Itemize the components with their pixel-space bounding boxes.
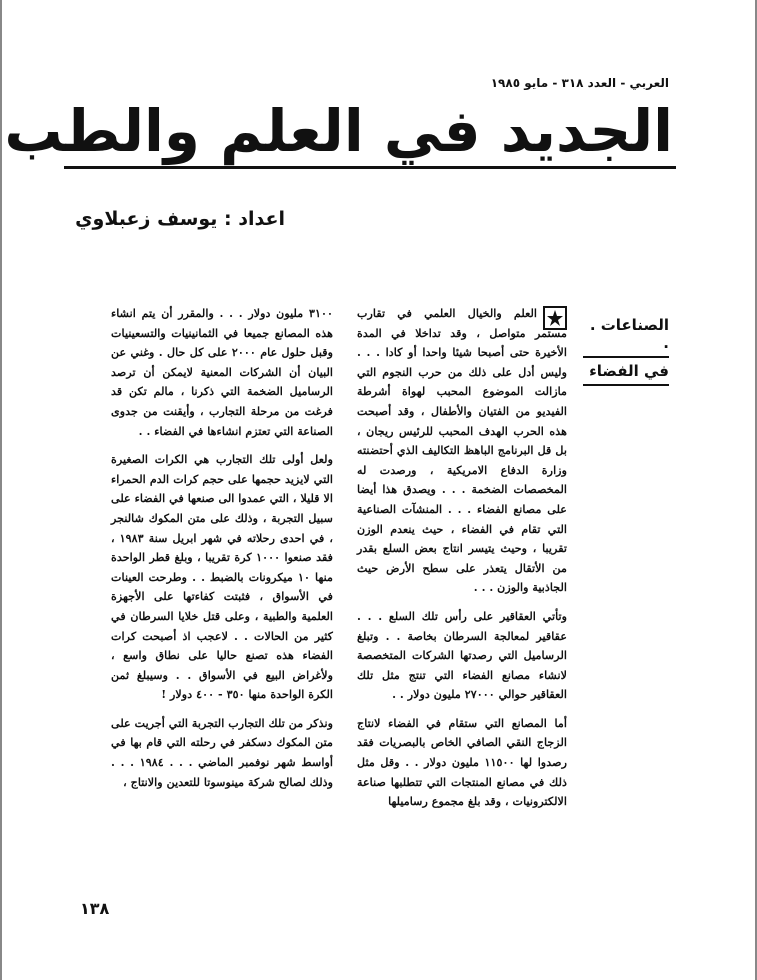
paragraph: ٣١٠٠ مليون دولار . . . والمقرر أن يتم انشاء هذه المصانع جميعا في الثمانينيات والتسعينيات وقبل حلول عام ٢٠٠٠ على كل حال . وغني عن البيان أن الشركات المعنية لايمكن أن ترصد الرساميل الضخمة التي ذكرنا ، مالم تكن قد فرغت من مرحلة التجارب ، وأيقنت من جدوى الصناعة التي تعتزم انشاءها في الفضاء . . [111, 306, 333, 438]
paragraph: ونذكر من تلك التجارب التجربة التي أجريت على متن المكوك دسكفر في رحلته التي قام بها في أواسط شهر نوفمبر الماضي . . . ١٩٨٤ . . . وذلك لصالح شركة مينوسوتا للتعدين والانتاج ، [111, 715, 333, 789]
section-heading [583, 316, 669, 386]
byline: اعداد : يوسف زعبلاوي [75, 208, 285, 230]
scan-edge-left [0, 0, 2, 980]
paragraph: ولعل أولى تلك التجارب هي الكرات الصغيرة التي لايزيد حجمها على حجم كرات الدم الحمراء الا قليلا ، التي عمدوا الى صنعها في الفضاء على سبيل التجربة ، وذلك على متن المكوك شالنجر ، في احدى رحلاته في شهر ابريل سنة ١٩٨٣ ، فقد صنعوا ١٠٠٠ كرة تقريبا ، وبلغ قطر الواحدة منها ١٠ ميكرونات بالضبط . . وطرحت العينات في الأسواق ، فثبتت كفاءتها على الأجهزة العلمية والطبية ، وعلى قتل خلايا السرطان في كثير من الحالات . . لاعجب اذ أصبحت كرات الفضاء هذه تصنع حاليا على نطاق واسع ، ولأغراض البيع في الأسواق . . وسيبلغ ثمن الكرة الواحدة منها ٣٥٠ - ٤٠٠ دولار ! [111, 452, 333, 702]
article-column-left [111, 304, 333, 801]
page-number: ١٣٨ [80, 899, 110, 918]
title-divider [64, 166, 676, 169]
paragraph: أما المصانع التي ستقام في الفضاء لانتاج الزجاج النقي الصافي الخاص بالبصريات فقد رصدوا لها ١١٥٠٠ مليون دولار . . وقل مثل ذلك في مصانع المنتجات التي تتطلبها صناعة الالكترونيات ، وقد بلغ مجموع رساميلها [357, 715, 567, 809]
running-head: العربي - العدد ٣١٨ - مايو ١٩٨٥ [490, 76, 669, 90]
article-column-right [357, 304, 567, 821]
section-heading-line-2: في الفضاء [583, 358, 669, 386]
paragraph: العلم والخيال العلمي في تقارب مستمر متواصل ، وقد تداخلا في المدة الأخيرة حتى أصبحا شيئا واحدا أو كادا . . . وليس أدل على ذلك من حرب النجوم التي مازالت الموضوع المحبب لهواة أشرطة الفيديو من الفتيان والأطفال ، وقد أصبحت هذه الحرب الهدف المحبب للرئيس ريجان ، بل قل البرنامج الباهظ التكاليف الذي أحتضنته وزارة الدفاع الامريكية ، ورصدت له المخصصات الضخمة . . . ويصدق هذا أيضا على مصانع الفضاء . . . المنشآت الصناعية التي تقام في الفضاء ، حيث ينعدم الوزن تقريبا ، وحيث يتيسر انتاج بعض السلع بقدر من الأتقال يتعذر على سطح الأرض حيث الجاذبية والوزن . . . [357, 306, 567, 595]
page-title: الجديد في العلم والطب [4, 97, 673, 165]
paragraph: وتأتي العقاقير على رأس تلك السلع . . . عقاقير لمعالجة السرطان بخاصة . . وتبلغ الرساميل التي رصدتها الشركات المتخصصة لانشاء مصانع الفضاء التي تنتج مثل تلك العقاقير حوالي ٢٧٠٠٠ مليون دولار . . [357, 608, 567, 702]
section-heading-line-1: الصناعات . . [583, 316, 669, 358]
